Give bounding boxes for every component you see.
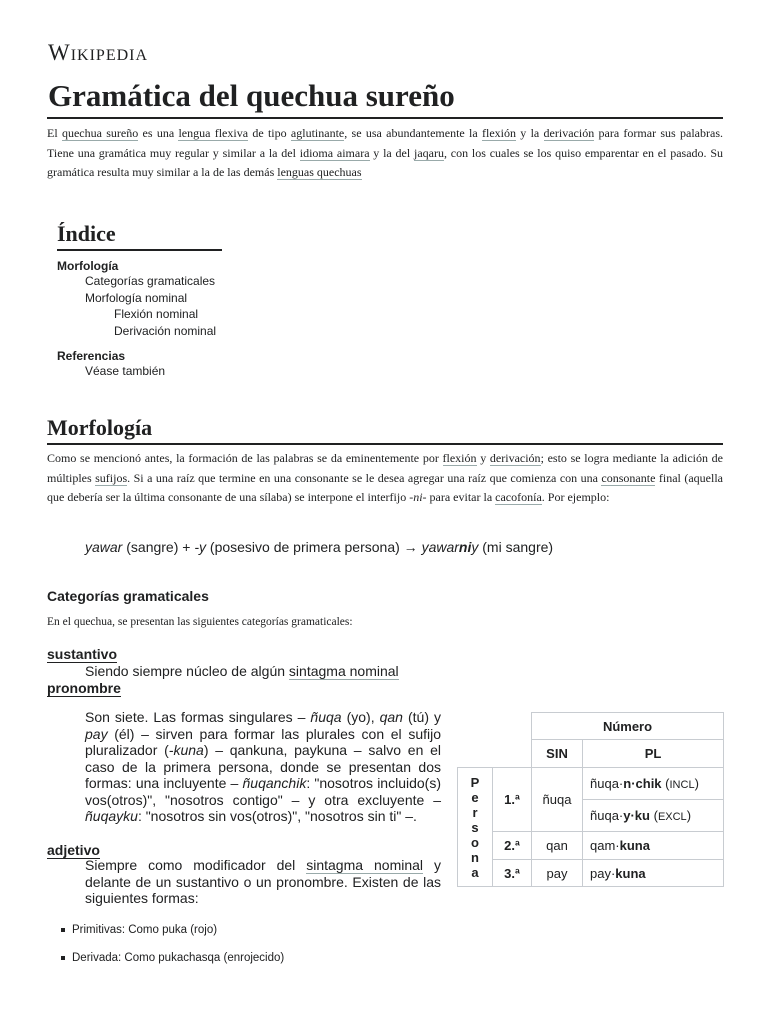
italic-term: -kuna <box>168 742 204 758</box>
page-title: Gramática del quechua sureño <box>48 78 455 113</box>
table-cell: ñuqa·y·ku (EXCL) <box>583 800 724 832</box>
italic-term: y <box>471 539 479 555</box>
inline-link[interactable]: sufijos <box>95 470 128 485</box>
toc-section-referencias[interactable]: Referencias <box>57 349 126 363</box>
table-row-header: 3.ª <box>493 860 532 887</box>
inline-link[interactable]: derivación <box>489 451 541 465</box>
inline-link[interactable]: jaqaru <box>414 145 444 160</box>
italic-term: ñuqanchik <box>242 775 307 791</box>
term-adjetivo: adjetivo <box>47 842 100 858</box>
toc-section-morfologia[interactable]: Morfología <box>57 259 119 273</box>
pronoun-table <box>457 712 724 887</box>
toc-title: Índice <box>57 221 116 246</box>
table-row-header: 2.ª <box>493 832 532 860</box>
toc-divider <box>57 249 222 251</box>
inline-link[interactable]: derivación <box>543 126 595 140</box>
inline-link[interactable]: cacofonía <box>495 490 542 504</box>
adjective-forms-list <box>55 918 284 974</box>
inline-link[interactable]: flexión <box>482 126 516 140</box>
table-cell: pay·kuna <box>583 860 724 887</box>
list-item: Primitivas: Como puka (rojo) <box>55 918 284 946</box>
term-pronombre: pronombre <box>47 680 121 696</box>
inline-link[interactable]: lenguas quechuas <box>277 165 362 179</box>
def-adjetivo: Siempre como modificador del sintagma nominal y delante de un sustantivo o un pronombre. Existen de las siguientes formas: <box>85 857 441 906</box>
table-cell: qam·kuna <box>583 832 724 860</box>
toc-item-vease-tambien[interactable]: Véase también <box>85 364 166 378</box>
term-sustantivo: sustantivo <box>47 646 118 662</box>
inline-link[interactable]: flexión <box>442 451 477 465</box>
italic-term: pay <box>85 725 108 742</box>
toc-item-derivacion-nominal[interactable]: Derivación nominal <box>114 324 217 338</box>
def-pronombre: Son siete. Las formas singulares – ñuqa (yo), qan (tú) y pay (él) – sirven para formar las plurales con el sufijo pluralizador (-kuna) – qankuna, paykuna – salvo en el caso de la primera persona, donde se presentan dos formas: una incluyente – ñuqanchik: "nosotros incluido(s) vos(otros)", "nosotros contigo" – y otra excluyente – ñuqayku: "nosotros sin vos(otros)", "nosotros sin ti" –. <box>85 709 441 824</box>
title-divider <box>47 117 723 119</box>
italic-term: -ni- <box>409 490 427 504</box>
section-heading-morfologia: Morfología <box>47 415 153 440</box>
toc-item-categorias[interactable]: Categorías gramaticales <box>85 274 216 288</box>
table-cell: ñuqa <box>532 768 583 832</box>
table-cell: ñuqa·n·chik (INCL) <box>583 768 724 800</box>
inline-link[interactable]: aglutinante <box>290 126 345 140</box>
table-row-header: 1.ª <box>493 768 532 832</box>
persona-vertical-label: P e r s o n a <box>470 774 480 880</box>
subsection-heading-categorias: Categorías gramaticales <box>47 588 209 604</box>
list-item: Derivada: Como pukachasqa (enrojecido) <box>55 946 284 974</box>
table-header-numero: Número <box>532 713 724 740</box>
italic-term: -y <box>194 539 207 555</box>
def-sustantivo: Siendo siempre núcleo de algún sintagma nominal <box>85 663 399 679</box>
section-divider <box>47 443 723 445</box>
morfologia-paragraph: Como se mencionó antes, la formación de las palabras se da eminentemente por flexión y derivación; esto se logra mediante la adición de múltiples sufijos. Si a una raíz que termine en una consonante se le desea agregar una raíz que comienza con una consonante final (aquella que debería ser la última consonante de una sílaba) se interpone el interfijo -ni- para evitar la cacofonía. Por ejemplo: <box>47 451 723 504</box>
italic-term: ñuqa <box>310 709 342 725</box>
example-line: yawar (sangre) + -y (posesivo de primera persona) → yawarniy (mi sangre) <box>85 539 554 555</box>
table-cell: pay <box>532 860 583 887</box>
bold-term: ni <box>458 539 472 555</box>
table-header-pl: PL <box>583 740 724 768</box>
italic-term: ñuqayku <box>85 808 138 824</box>
inline-link[interactable]: lengua flexiva <box>178 126 249 140</box>
inline-link[interactable]: idioma aimara <box>299 145 370 160</box>
italic-term: yawar <box>421 539 459 555</box>
table-header-persona <box>458 768 493 887</box>
categorias-intro: En el quechua, se presentan las siguientes categorías gramaticales: <box>47 616 353 628</box>
table-header-sin: SIN <box>532 740 583 768</box>
toc-item-flexion-nominal[interactable]: Flexión nominal <box>114 307 199 321</box>
italic-term: yawar <box>85 539 123 555</box>
inline-link[interactable]: sintagma nominal <box>288 663 399 679</box>
inline-link[interactable]: quechua sureño <box>61 126 139 140</box>
table-cell: qan <box>532 832 583 860</box>
inline-link[interactable]: consonante <box>601 470 656 485</box>
toc-item-morfologia-nominal[interactable]: Morfología nominal <box>85 291 188 305</box>
wikipedia-logo[interactable]: Wikipedia <box>48 40 149 65</box>
intro-paragraph: El quechua sureño es una lengua flexiva de tipo aglutinante, se usa abundantemente la flexión y la derivación para formar sus palabras. Tiene una gramática muy regular y similar a la del idioma aimara y la del jaqaru, con los cuales se los quiso emparentar en el pasado. Su gramática resulta muy similar a la de las demás lenguas quechuas <box>47 126 723 179</box>
inline-link[interactable]: sintagma nominal <box>306 857 424 873</box>
table-corner <box>458 713 532 740</box>
italic-term: qan <box>379 709 403 725</box>
